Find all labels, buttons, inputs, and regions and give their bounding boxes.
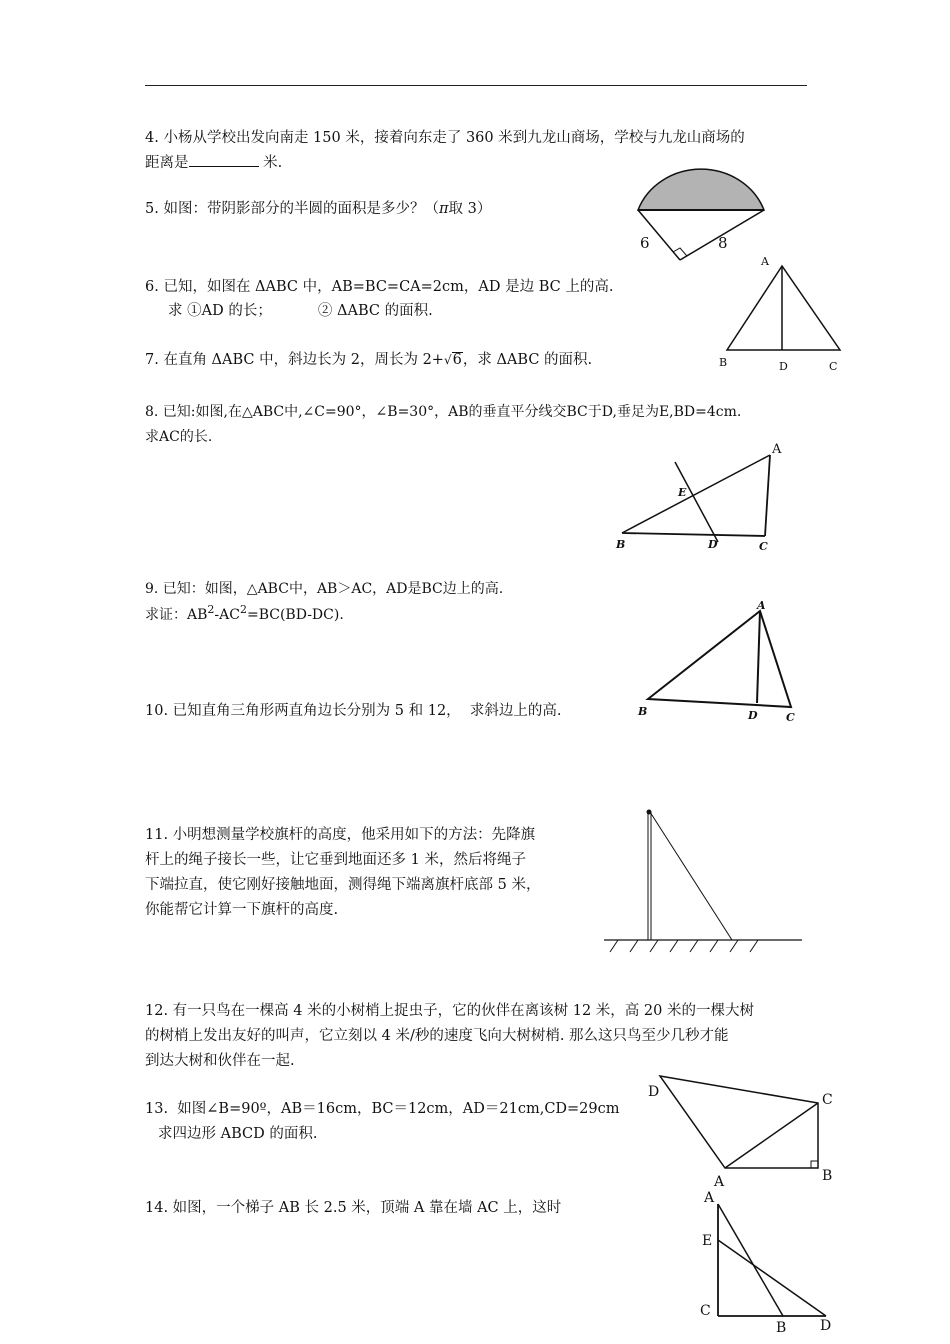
problem-4-line-1: 4. 小杨从学校出发向南走 150 米，接着向东走了 360 米到九龙山商场，学校与九龙山商场的 — [145, 130, 745, 146]
problem-7-suffix: ，求 ΔABC 的面积. — [462, 352, 593, 368]
label-c: C — [700, 1303, 711, 1319]
label-a: A — [772, 442, 782, 457]
label-e: E — [678, 486, 687, 499]
problem-5-text-end: 取 3） — [448, 201, 492, 217]
problem-7: 7. 在直角 ΔABC 中，斜边长为 2，周长为 2+√6，求 ΔABC 的面积. — [145, 352, 593, 368]
problem-9-mid: -AC — [214, 607, 240, 623]
ladder-ab — [718, 1204, 783, 1316]
problem-11-line-2: 杆上的绳子接长一些，让它垂到地面还多 1 米，然后将绳子 — [145, 852, 526, 868]
altitude-ad — [757, 611, 760, 703]
label-d: D — [708, 538, 718, 551]
problem-6-line-2: 求 ①AD 的长； ② ΔABC 的面积. — [168, 303, 433, 319]
label-6: 6 — [640, 234, 650, 252]
label-c: C — [829, 360, 838, 373]
label-d: D — [748, 709, 758, 722]
label-b: B — [719, 356, 728, 369]
superscript-1: 2 — [207, 603, 215, 616]
problem-13-line-2: 求四边形 ABCD 的面积. — [158, 1126, 318, 1142]
label-a: A — [761, 255, 769, 268]
ladder-ed — [718, 1240, 826, 1316]
label-b: B — [822, 1168, 833, 1184]
flagpole-figure — [604, 806, 804, 958]
label-b: B — [616, 538, 626, 551]
label-d: D — [779, 360, 788, 373]
side-bc — [622, 533, 765, 536]
shaded-semicircle — [638, 169, 764, 210]
label-8: 8 — [718, 234, 728, 252]
problem-11-line-4: 你能帮它计算一下旗杆的高度. — [145, 902, 339, 918]
altitude-triangle-figure — [636, 595, 806, 723]
problem-5-text: 5. 如图：带阴影部分的半圆的面积是多少？（ — [145, 201, 439, 217]
label-e: E — [702, 1233, 713, 1249]
problem-11-line-1: 11. 小明想测量学校旗杆的高度，他采用如下的方法：先降旗 — [145, 827, 536, 843]
side-ac — [765, 455, 770, 536]
problem-9-line-2 — [145, 604, 344, 627]
rope-line — [650, 812, 732, 940]
diagonal-ac — [725, 1103, 818, 1168]
perpendicular-bisector-figure — [612, 438, 792, 553]
label-a: A — [704, 1190, 715, 1206]
label-b: B — [638, 705, 648, 718]
triangle-abc — [727, 266, 840, 350]
problem-12-line-1: 12. 有一只鸟在一棵高 4 米的小树梢上捉虫子，它的伙伴在离该树 12 米，高 20 米的一棵大树 — [145, 1003, 754, 1019]
label-c: C — [822, 1092, 833, 1108]
label-c: C — [759, 540, 768, 553]
label-d: D — [820, 1318, 832, 1334]
ground-hatching — [610, 940, 758, 952]
label-b: B — [776, 1320, 787, 1336]
equilateral-triangle-figure — [715, 252, 845, 374]
problem-4-prefix: 距离是 — [145, 155, 189, 171]
problem-9-prefix: 求证：AB — [145, 607, 208, 623]
triangle-abc — [648, 611, 791, 707]
superscript-2: 2 — [239, 603, 247, 616]
problem-12-line-3: 到达大树和伙伴在一起. — [145, 1053, 295, 1069]
right-angle-mark — [811, 1161, 818, 1168]
problem-4-suffix: 米. — [258, 155, 283, 171]
problem-8-line-2: 求AC的长. — [145, 429, 213, 445]
ladder-figure — [690, 1186, 840, 1336]
header-rule — [145, 85, 807, 86]
problem-13-line-1: 13. 如图∠B=90º，AB＝16cm，BC＝12cm，AD＝21cm,CD=29cm — [145, 1101, 620, 1117]
problem-4-line-2 — [145, 152, 282, 174]
problem-7-prefix: 7. 在直角 ΔABC 中，斜边长为 2，周长为 2+ — [145, 352, 444, 368]
label-a: A — [714, 1174, 725, 1190]
problem-12-line-2: 的树梢上发出友好的叫声，它立刻以 4 米/秒的速度飞向大树树梢. 那么这只鸟至少几秒才能 — [145, 1028, 729, 1044]
problem-5 — [145, 198, 491, 220]
problem-9-line-1: 9. 已知：如图，△ABC中，AB＞AC，AD是BC边上的高. — [145, 581, 504, 597]
label-c: C — [786, 711, 795, 724]
label-a: A — [757, 599, 766, 612]
quadrilateral-figure — [640, 1066, 840, 1190]
side-ab — [622, 455, 770, 533]
problem-7-radicand: 6 — [452, 352, 462, 368]
quadrilateral-abcd — [660, 1076, 818, 1168]
problem-9-suffix: =BC(BD-DC). — [246, 607, 344, 623]
problem-14: 14. 如图，一个梯子 AB 长 2.5 米，顶端 A 靠在墙 AC 上，这时 — [145, 1200, 562, 1216]
problem-10: 10. 已知直角三角形两直角边长分别为 5 和 12， 求斜边上的高. — [145, 703, 562, 719]
problem-11-line-3: 下端拉直，使它刚好接触地面，测得绳下端离旗杆底部 5 米， — [145, 877, 541, 893]
problem-6-line-1: 6. 已知，如图在 ΔABC 中，AB=BC=CA=2cm，AD 是边 BC 上的高. — [145, 279, 614, 295]
label-d: D — [648, 1084, 660, 1100]
pi-symbol: π — [438, 201, 449, 217]
problem-8-line-1: 8. 已知:如图,在△ABC中,∠C=90°，∠B=30°，AB的垂直平分线交BC于D,垂足为E,BD=4cm. — [145, 404, 742, 420]
semicircle-figure — [630, 148, 780, 260]
answer-blank — [189, 152, 259, 167]
